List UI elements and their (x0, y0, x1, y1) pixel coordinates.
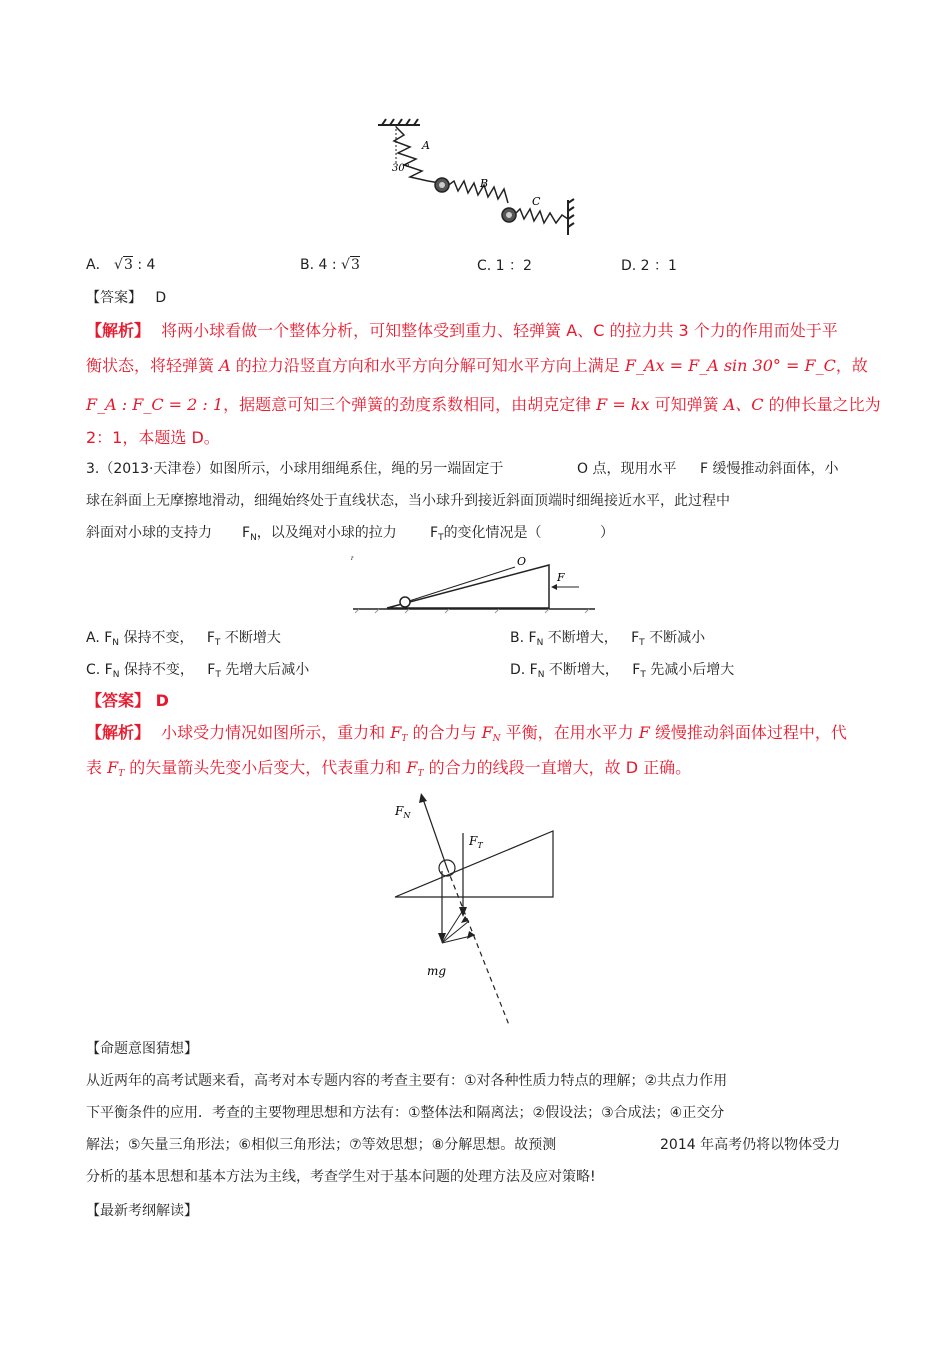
q2-formula-1: F_Ax = F_A sin 30° = F_C (624, 356, 836, 375)
figure-force-diagram (385, 785, 565, 1030)
fig1-label-a: A (422, 139, 430, 152)
q3-option-a: A. $F_N$ 保持不变， $F_T$ 不断增大 (86, 630, 281, 648)
q3-analysis-line2: 表 $F_T$ 的矢量箭头先变小后变大，代表重力和 $F_T$ 的合力的线段一直增大，故 D 正确。 (86, 758, 692, 779)
fig1-label-c: C (532, 195, 541, 208)
intent-line4: 分析的基本思想和基本方法为主线，考查学生对于基本问题的处理方法及应对策略! (86, 1169, 596, 1185)
fig2-label-o: O (517, 555, 527, 568)
fig2-mark: ˀ (351, 556, 354, 566)
q2-formula-2: F_A : F_C = 2 : 1 (86, 395, 224, 414)
q3-option-b: B. $F_N$ 不断增大， $F_T$ 不断减小 (510, 630, 706, 648)
q2-option-b-root: 3 (350, 257, 360, 273)
q2-analysis-line2: 衡状态，将轻弹簧 A 的拉力沿竖直方向和水平方向分解可知水平方向上满足 F_Ax = F_A sin 30° = F_C，故 (86, 356, 868, 375)
q3-line3-fn: $F_N$，以及绳对小球的拉力 (242, 525, 397, 543)
q2-option-a-root: 3 (123, 257, 133, 273)
fig3-label-ft: $F_T$ (469, 834, 483, 850)
intent-line3b: 2014 年高考仍将以物体受力 (660, 1137, 841, 1153)
q3-option-d: D. $F_N$ 不断增大， $F_T$ 先减小后增大 (510, 662, 735, 680)
q2-option-b: B. 4 : √3 (300, 257, 360, 273)
q3-option-c: C. $F_N$ 保持不变， $F_T$ 先增大后减小 (86, 662, 310, 680)
q2-option-d: D. 2 ：1 (621, 258, 677, 274)
intent-title: 【命题意图猜想】 (86, 1041, 198, 1057)
fig1-label-b: B (480, 177, 489, 190)
q3-answer: 【答案】 D (86, 691, 169, 710)
q3-line3-close: ） (600, 525, 614, 541)
q3-line1c: F 缓慢推动斜面体，小 (700, 461, 839, 477)
fig1-angle-label: 30° (392, 163, 410, 174)
fig2-label-f: F (557, 571, 565, 584)
q2-analysis-line1: 【解析】 将两小球看做一个整体分析，可知整体受到重力、轻弹簧 A、C 的拉力共 3 个力的作用而处于平 (86, 321, 838, 340)
intent-line3a: 解法；⑤矢量三角形法；⑥相似三角形法；⑦等效思想；⑧分解思想。故预测 (86, 1137, 557, 1153)
q2-option-a: A． √3 : 4 (86, 257, 156, 273)
fig3-label-fn: $F_N$ (395, 804, 411, 820)
q2-analysis-line3: F_A : F_C = 2 : 1，据题意可知三个弹簧的劲度系数相同，由胡克定律 F = kx 可知弹簧 A、C 的伸长量之比为 (86, 395, 881, 414)
q2-answer-value: D (155, 290, 167, 306)
q3-line1a: 3.（2013·天津卷）如图所示，小球用细绳系住，绳的另一端固定于 (86, 461, 504, 477)
q2-answer: 【答案】 D (86, 290, 167, 306)
q3-line1b: O 点，现用水平 (577, 461, 677, 477)
q3-line3: 斜面对小球的支持力 (86, 525, 212, 541)
intent-line2: 下平衡条件的应用．考查的主要物理思想和方法有：①整体法和隔离法；②假设法；③合成法；④正交分 (86, 1105, 725, 1121)
q3-line3-ft: $F_T$的变化情况是（ (430, 525, 542, 543)
q3-analysis-line1: 【解析】 小球受力情况如图所示，重力和 $F_T$ 的合力与 $F_N$ 平衡，在用水平力 F 缓慢推动斜面体过程中，代 (86, 723, 847, 744)
figure-incline (345, 553, 605, 615)
outline-title: 【最新考纲解读】 (86, 1203, 198, 1219)
q3-line2: 球在斜面上无摩擦地滑动，细绳始终处于直线状态，当小球升到接近斜面顶端时细绳接近水平，此过程中 (86, 493, 730, 509)
q2-analysis-line4: 2：1，本题选 D。 (86, 428, 220, 447)
q3-answer-value: D (155, 691, 169, 710)
fig3-label-mg: mg (427, 964, 447, 978)
figure-springs (370, 115, 580, 240)
intent-line1: 从近两年的高考试题来看，高考对本专题内容的考查主要有：①对各种性质力特点的理解；②共点力作用 (86, 1073, 728, 1089)
q2-option-c: C. 1 ：2 (477, 258, 532, 274)
